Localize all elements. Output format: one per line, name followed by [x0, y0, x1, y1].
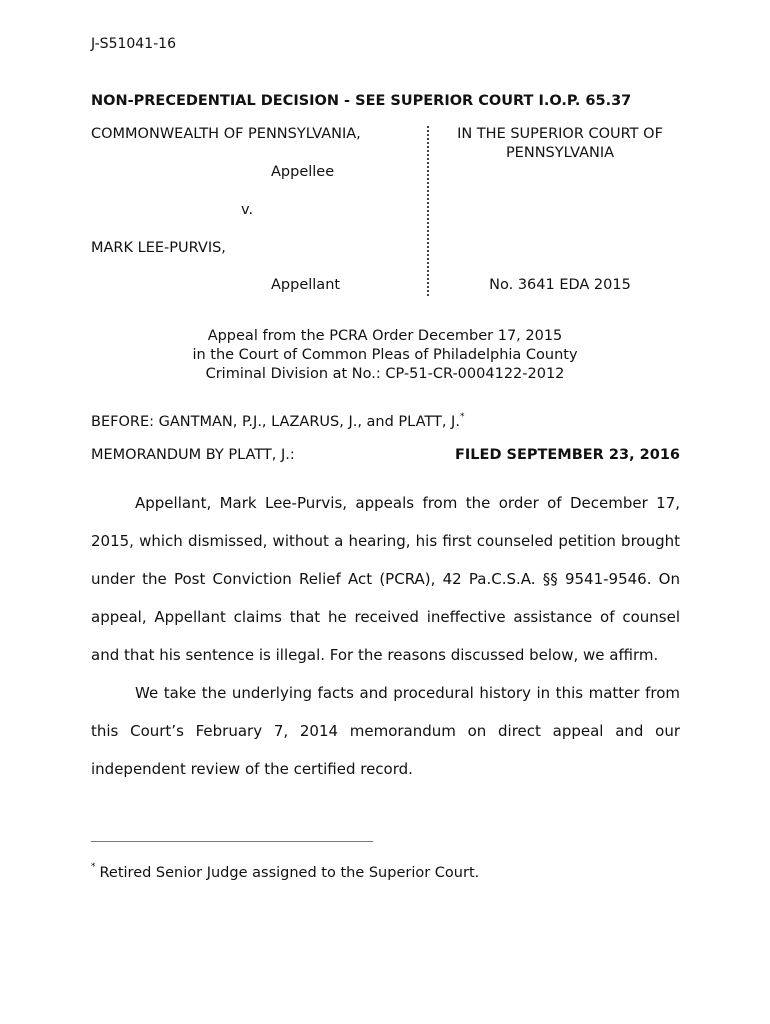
panel-before	[91, 414, 464, 430]
appeal-line-3: Criminal Division at No.: CP-51-CR-0004122-2012	[205, 366, 565, 382]
caption-left	[91, 126, 421, 296]
appellee-party-name: COMMONWEALTH OF PENNSYLVANIA,	[91, 126, 361, 142]
body-paragraph-1: Appellant, Mark Lee-Purvis, appeals from the order of December 17, 2015, which dismissed, without a hearing, his first counseled petition brought under the Post Conviction Relief Act (PCRA), 42 Pa.C.S.A. §§ 9541-9546. On appeal, Appellant claims that he received ineffective assistance of counsel and that his sentence is illegal. For the reasons discussed below, we affirm.	[91, 494, 680, 664]
memorandum-body	[91, 484, 680, 788]
docket-number: No. 3641 EDA 2015	[489, 277, 631, 293]
appeal-line-2: in the Court of Common Pleas of Philadelphia County	[192, 347, 578, 363]
nonprecedential-notice: NON-PRECEDENTIAL DECISION - SEE SUPERIOR COURT I.O.P. 65.37	[91, 93, 632, 109]
panel-judges: BEFORE: GANTMAN, P.J., LAZARUS, J., and PLATT, J.	[91, 414, 460, 430]
footnote-mark: *	[91, 862, 96, 872]
appellant-role: Appellant	[271, 277, 341, 293]
court-name-line1: IN THE SUPERIOR COURT OF	[457, 126, 663, 142]
court-name-line2: PENNSYLVANIA	[505, 145, 615, 161]
appellant-party-name: MARK LEE-PURVIS,	[91, 240, 226, 256]
caption-divider	[427, 126, 429, 296]
filed-date: FILED SEPTEMBER 23, 2016	[455, 447, 680, 463]
versus-label: v.	[241, 202, 254, 218]
footnote-marker: *	[459, 412, 465, 422]
memorandum-author: MEMORANDUM BY PLATT, J.:	[91, 447, 295, 463]
appeal-info	[130, 327, 640, 384]
footnote-text: Retired Senior Judge assigned to the Superior Court.	[99, 865, 480, 881]
footnote-rule	[91, 841, 373, 842]
appeal-line-1: Appeal from the PCRA Order December 17, 2015	[207, 328, 563, 344]
caption-right	[440, 126, 680, 296]
footnote	[91, 862, 480, 881]
document-id: J-S51041-16	[91, 36, 176, 52]
body-paragraph-2: We take the underlying facts and procedural history in this matter from this Court’s February 7, 2014 memorandum on direct appeal and our independent review of the certified record.	[91, 684, 680, 778]
appellee-role: Appellee	[271, 164, 335, 180]
